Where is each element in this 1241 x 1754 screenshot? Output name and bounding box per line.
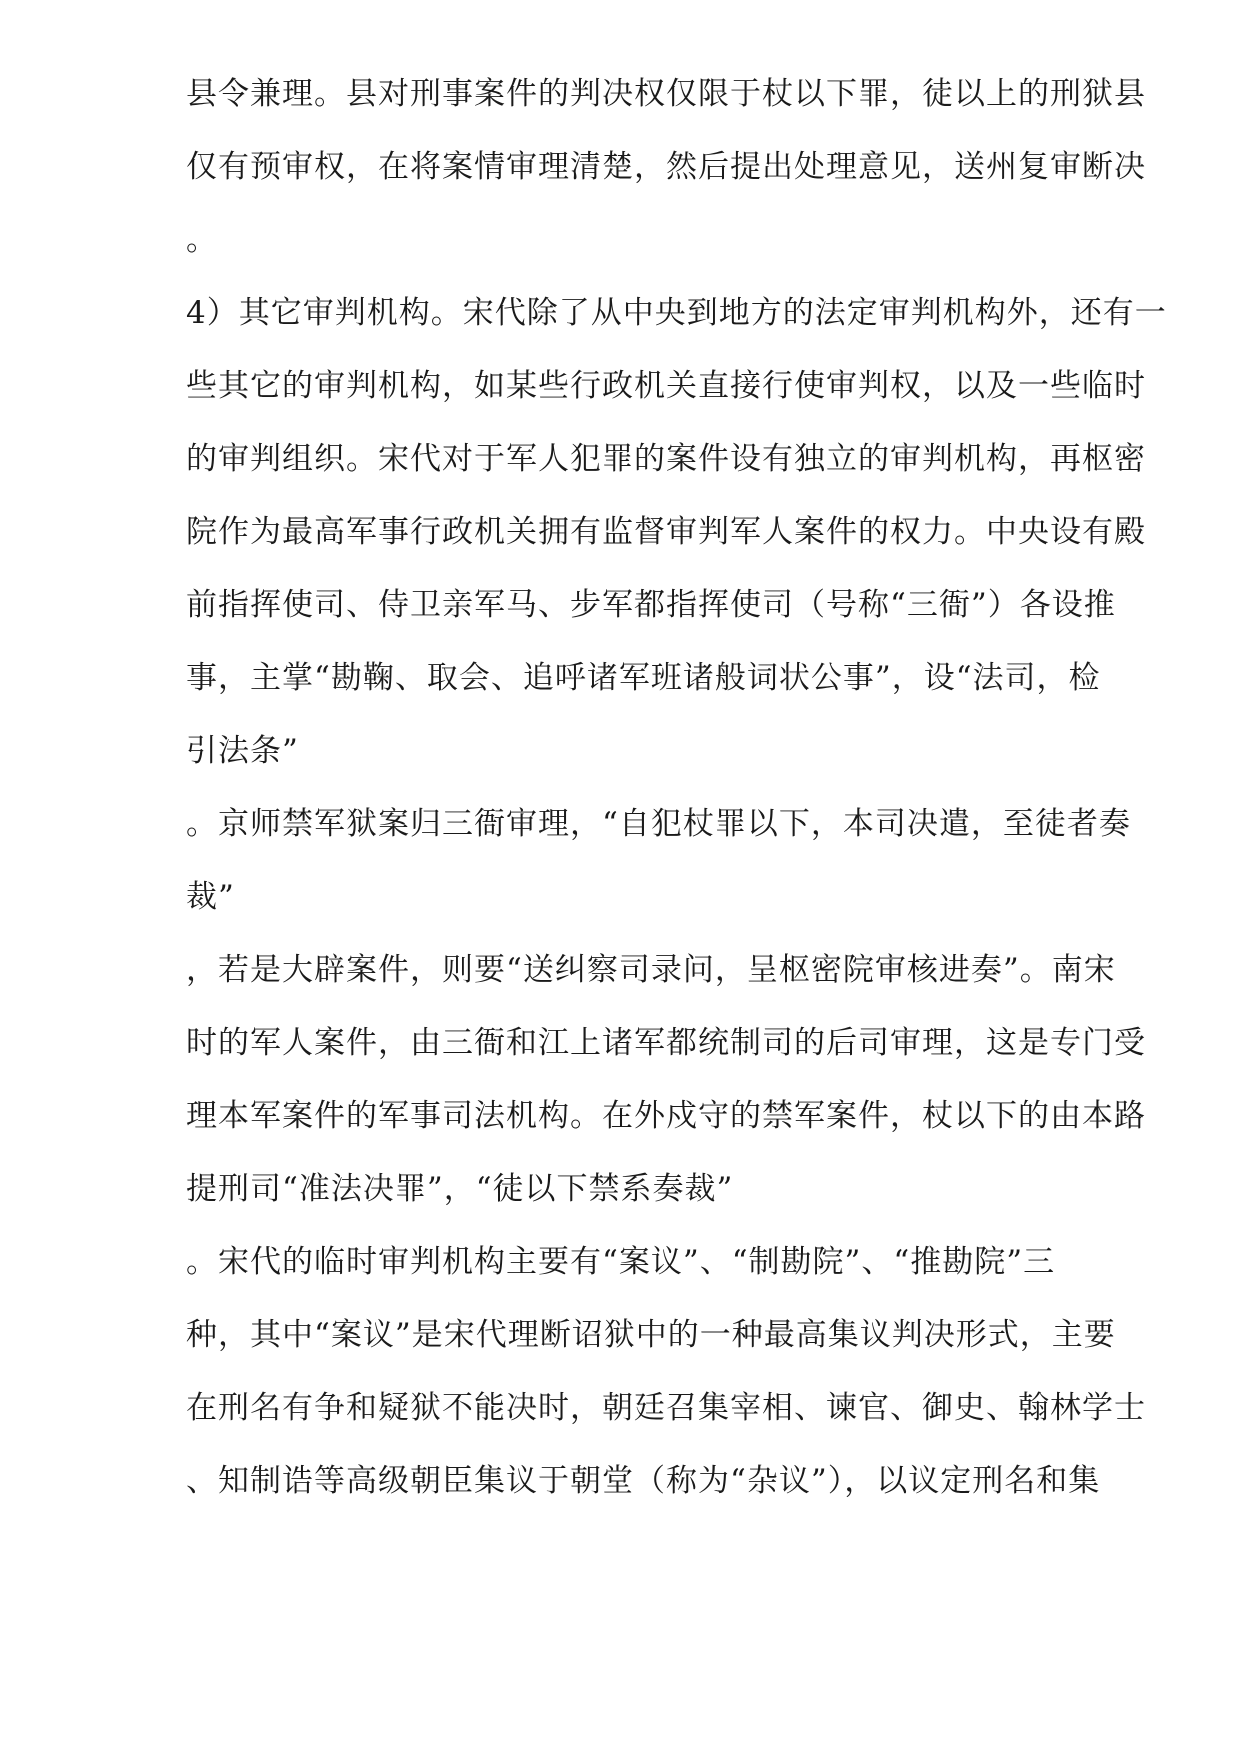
- text-line: 县令兼理。县对刑事案件的判决权仅限于杖以下罪，徒以上的刑狱县: [186, 76, 1146, 112]
- text-line: 引法条”: [186, 733, 299, 769]
- text-line: ，若是大辟案件，则要“送纠察司录问，呈枢密院审核进奏”。南宋: [186, 952, 1116, 988]
- text-line: 。京师禁军狱案归三衙审理，“自犯杖罪以下，本司决遣，至徒者奏: [186, 806, 1131, 842]
- text-line: 4）其它审判机构。宋代除了从中央到地方的法定审判机构外，还有一: [186, 295, 1167, 331]
- text-line: 些其它的审判机构，如某些行政机关直接行使审判权，以及一些临时: [186, 368, 1146, 404]
- text-line: 理本军案件的军事司法机构。在外戍守的禁军案件，杖以下的由本路: [186, 1098, 1146, 1134]
- text-line: 仅有预审权，在将案情审理清楚，然后提出处理意见，送州复审断决: [186, 149, 1146, 185]
- text-line: 的审判组织。宋代对于军人犯罪的案件设有独立的审判机构，再枢密: [186, 441, 1146, 477]
- text-line: 院作为最高军事行政机关拥有监督审判军人案件的权力。中央设有殿: [186, 514, 1146, 550]
- text-line: 。宋代的临时审判机构主要有“案议”、“制勘院”、“推勘院”三: [186, 1244, 1056, 1280]
- text-line: 时的军人案件，由三衙和江上诸军都统制司的后司审理，这是专门受: [186, 1025, 1146, 1061]
- text-line: 、知制诰等高级朝臣集议于朝堂（称为“杂议”），以议定刑名和集: [186, 1463, 1101, 1499]
- text-line: 种，其中“案议”是宋代理断诏狱中的一种最高集议判决形式，主要: [186, 1317, 1116, 1353]
- body-text: [186, 58, 1167, 1518]
- text-line: 裁”: [186, 879, 235, 915]
- text-line: 提刑司“准法决罪”，“徒以下禁系奏裁”: [186, 1171, 734, 1207]
- text-line: 前指挥使司、侍卫亲军马、步军都指挥使司（号称“三衙”）各设推: [186, 587, 1116, 623]
- text-line: 在刑名有争和疑狱不能决时，朝廷召集宰相、谏官、御史、翰林学士: [186, 1390, 1146, 1426]
- text-line: 事，主掌“勘鞠、取会、追呼诸军班诸般词状公事”，设“法司，检: [186, 660, 1101, 696]
- text-line: 。: [186, 222, 218, 258]
